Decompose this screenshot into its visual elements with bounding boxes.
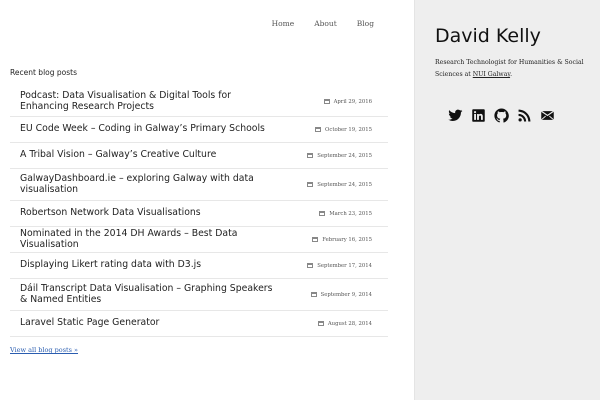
post-date: September 24, 2015 bbox=[307, 182, 372, 188]
post-title[interactable]: GalwayDashboard.ie – exploring Galway with data visualisation bbox=[20, 173, 254, 195]
rss-icon[interactable] bbox=[517, 108, 532, 123]
calendar-icon bbox=[307, 263, 313, 268]
linkedin-icon[interactable] bbox=[471, 108, 486, 123]
site-title: David Kelly bbox=[435, 25, 541, 47]
post-title[interactable]: EU Code Week – Coding in Galway’s Primary Schools bbox=[20, 123, 265, 135]
post-title[interactable]: A Tribal Vision – Galway’s Creative Culture bbox=[20, 149, 217, 161]
calendar-icon bbox=[319, 211, 325, 216]
post-date: February 16, 2015 bbox=[312, 237, 372, 243]
nav-home-link[interactable]: Home bbox=[271, 19, 295, 28]
calendar-icon bbox=[324, 99, 330, 104]
post-item[interactable] bbox=[10, 311, 388, 337]
post-item[interactable] bbox=[10, 201, 388, 227]
email-icon[interactable] bbox=[540, 108, 555, 123]
post-item[interactable] bbox=[10, 87, 388, 117]
nav-about-link[interactable]: About bbox=[314, 19, 337, 28]
post-item[interactable] bbox=[10, 253, 388, 279]
social-links bbox=[448, 108, 555, 123]
post-date: April 29, 2016 bbox=[324, 99, 372, 105]
recent-posts-heading: Recent blog posts bbox=[10, 68, 77, 77]
profile-sidebar bbox=[414, 0, 600, 400]
calendar-icon bbox=[315, 127, 321, 132]
post-date: September 9, 2014 bbox=[311, 292, 372, 298]
post-title[interactable]: Nominated in the 2014 DH Awards – Best Data Visualisation bbox=[20, 228, 238, 250]
post-date: March 23, 2015 bbox=[319, 211, 372, 217]
bio-text bbox=[435, 57, 600, 81]
nav-blog-link[interactable]: Blog bbox=[356, 19, 374, 28]
bio-prefix: Research Technologist for Humanities & Social Sciences at bbox=[435, 59, 584, 78]
github-icon[interactable] bbox=[494, 108, 509, 123]
post-item[interactable] bbox=[10, 227, 388, 253]
post-item[interactable] bbox=[10, 117, 388, 143]
post-title[interactable]: Displaying Likert rating data with D3.js bbox=[20, 259, 202, 271]
calendar-icon bbox=[307, 182, 313, 187]
view-all-posts-link[interactable]: View all blog posts » bbox=[10, 346, 79, 354]
post-item[interactable] bbox=[10, 143, 388, 169]
post-date: September 24, 2015 bbox=[307, 153, 372, 159]
calendar-icon bbox=[318, 321, 324, 326]
nui-galway-link[interactable]: NUI Galway bbox=[472, 71, 511, 78]
bio-suffix: . bbox=[510, 71, 513, 78]
post-title[interactable]: Robertson Network Data Visualisations bbox=[20, 207, 201, 219]
calendar-icon bbox=[307, 153, 313, 158]
post-title[interactable]: Dáil Transcript Data Visualisation – Graphing Speakers & Named Entities bbox=[20, 283, 273, 305]
twitter-icon[interactable] bbox=[448, 108, 463, 123]
post-item[interactable] bbox=[10, 279, 388, 311]
recent-posts-list bbox=[10, 87, 388, 337]
post-date: August 28, 2014 bbox=[318, 321, 372, 327]
post-date: October 19, 2015 bbox=[315, 127, 372, 133]
post-item[interactable] bbox=[10, 169, 388, 201]
top-navigation bbox=[252, 19, 374, 28]
calendar-icon bbox=[311, 292, 317, 297]
post-title[interactable]: Podcast: Data Visualisation & Digital Tools for Enhancing Research Projects bbox=[20, 90, 231, 112]
post-date: September 17, 2014 bbox=[307, 263, 372, 269]
calendar-icon bbox=[312, 237, 318, 242]
post-title[interactable]: Laravel Static Page Generator bbox=[20, 317, 160, 329]
